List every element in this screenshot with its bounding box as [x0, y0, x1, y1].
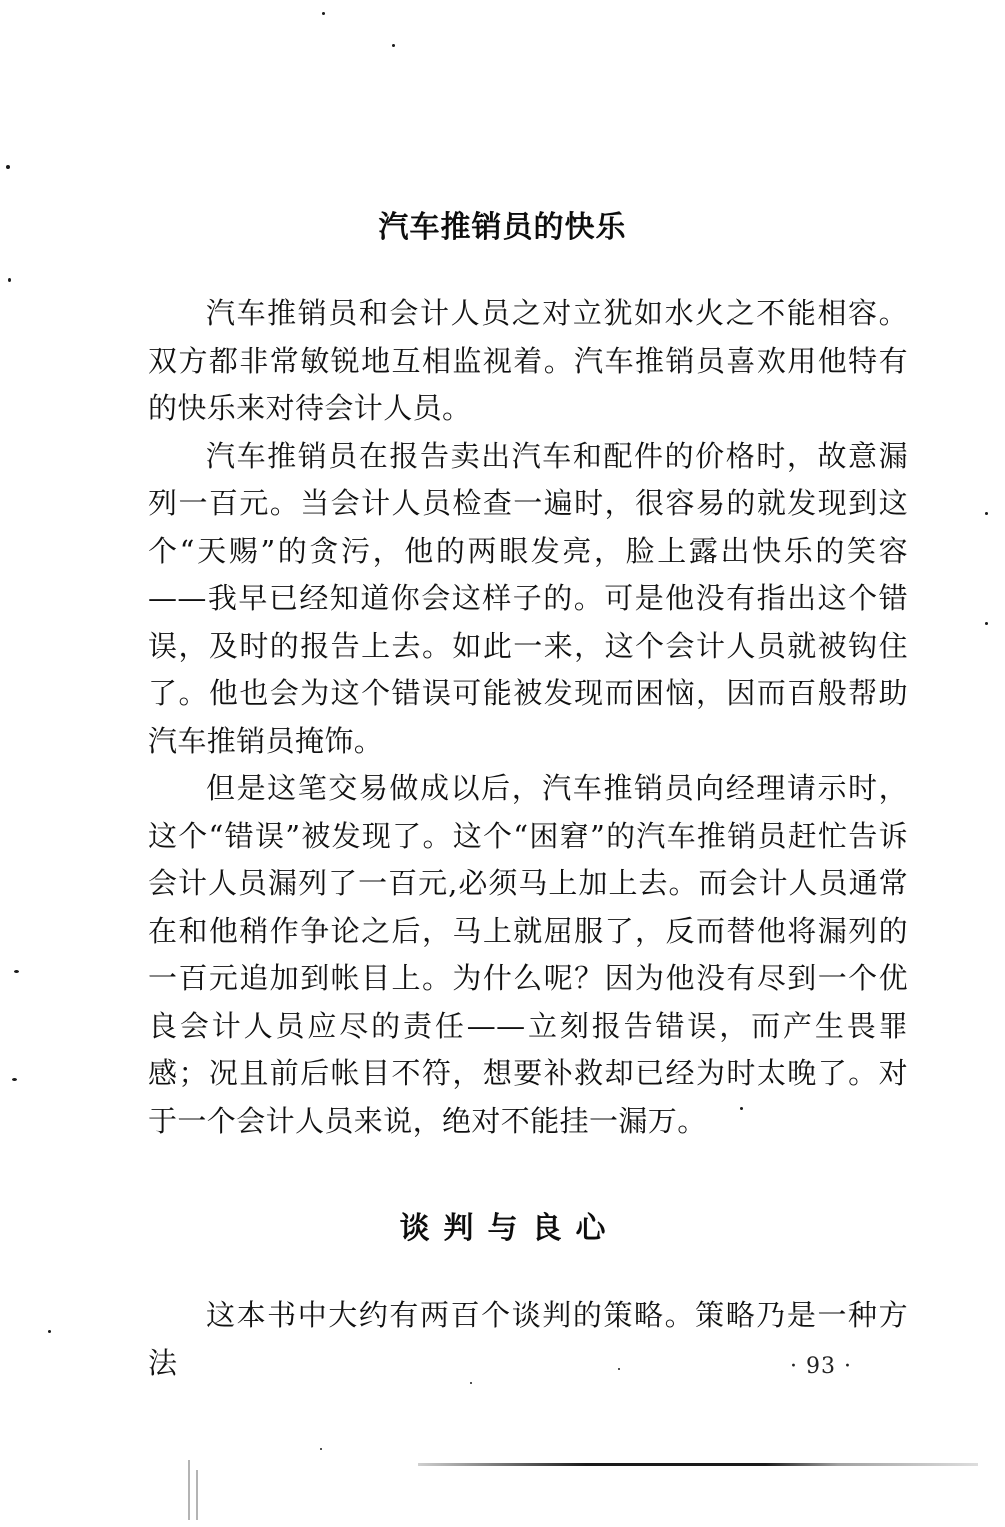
scan-speck [12, 1078, 17, 1081]
scan-speck [392, 44, 395, 47]
scan-binding-mark [196, 1470, 198, 1520]
scan-speck [470, 1382, 472, 1384]
scan-speck [740, 1107, 743, 1110]
paragraph: 但是这笔交易做成以后，汽车推销员向经理请示时，这个“错误”被发现了。这个“困窘”的汽车推销员赶忙告诉会计人员漏列了一百元,必须马上加上去。而会计人员通常在和他稍作争论之后，马上就屈服了，反而替他将漏列的一百元追加到帐目上。为什么呢？因为他没有尽到一个优良会计人员应尽的责任——立刻报告错误，而产生畏罪感；况且前后帐目不符，想要补救却已经为时太晚了。对于一个会计人员来说，绝对不能挂一漏万。 [148, 771, 908, 1138]
scan-edge-line [418, 1463, 978, 1466]
paragraph: 汽车推销员和会计人员之对立犹如水火之不能相容。双方都非常敏锐地互相监视着。汽车推销员喜欢用他特有的快乐来对待会计人员。 [148, 296, 908, 425]
scan-speck [6, 165, 10, 169]
scan-speck [8, 278, 11, 282]
scan-speck [618, 1368, 620, 1370]
scan-binding-mark [188, 1460, 190, 1520]
paragraph: 这本书中大约有两百个谈判的策略。策略乃是一种方法 [148, 1298, 908, 1380]
scan-speck [320, 1448, 322, 1450]
page-number: · 93 · [790, 1354, 852, 1379]
scan-speck [985, 512, 988, 515]
scan-speck [322, 12, 325, 15]
scan-speck [14, 970, 19, 973]
section-body-car-salesman-joy [148, 290, 908, 1145]
paragraph: 汽车推销员在报告卖出汽车和配件的价格时，故意漏列一百元。当会计人员检查一遍时，很容易的就发现到这个“天赐”的贪污，他的两眼发亮，脸上露出快乐的笑容——我早已经知道你会这样子的。可是他没有指出这个错误，及时的报告上去。如此一来，这个会计人员就被钩住了。他也会为这个错误可能被发现而困恼，因而百般帮助汽车推销员掩饰。 [148, 438, 908, 758]
section-title-negotiation-conscience: 谈判与良心 [399, 1211, 620, 1246]
scan-speck [48, 1330, 51, 1333]
scan-speck [985, 622, 988, 625]
section-title-car-salesman-joy: 汽车推销员的快乐 [378, 210, 627, 245]
